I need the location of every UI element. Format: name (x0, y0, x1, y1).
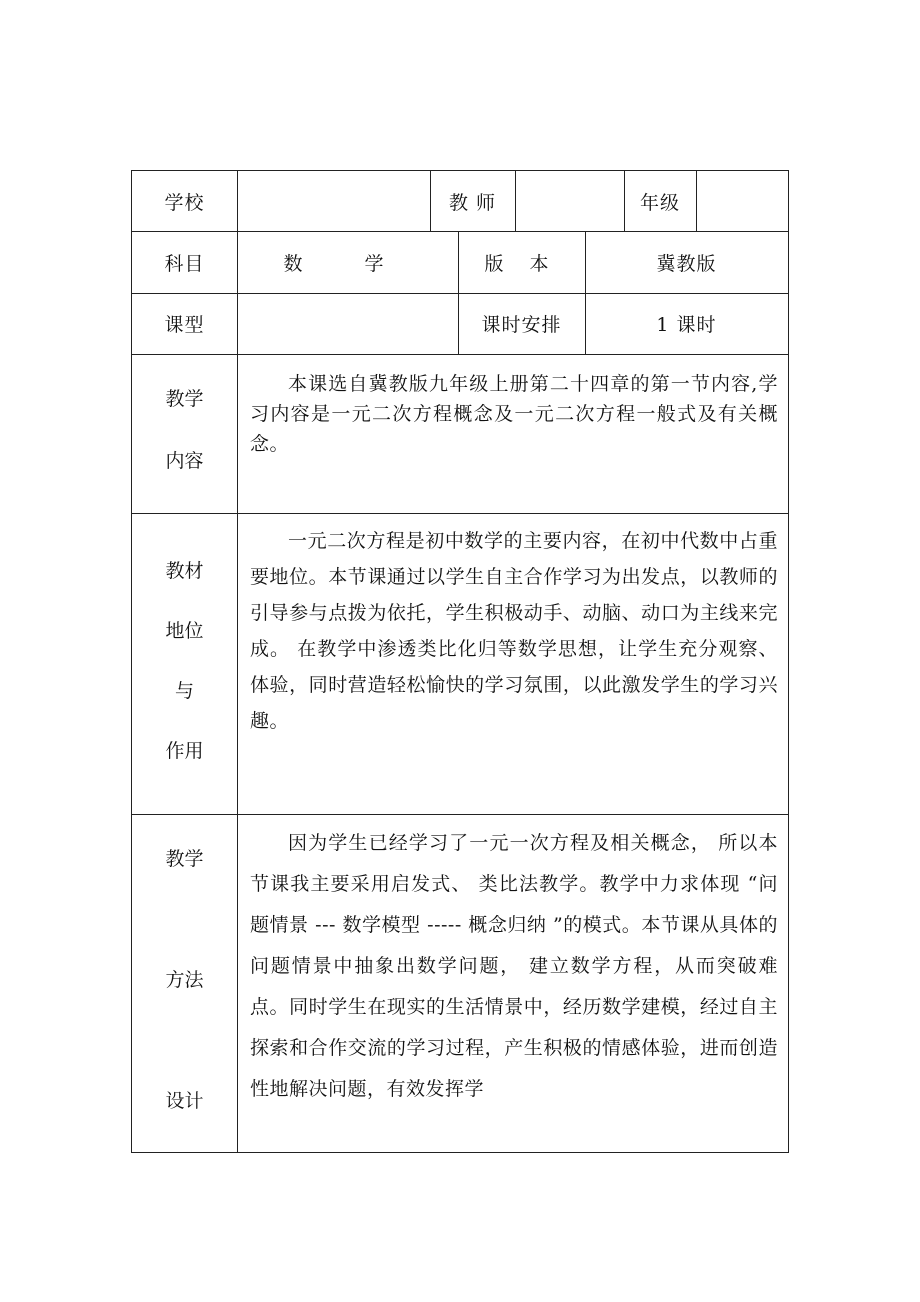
content-label-1: 教学 (165, 388, 204, 410)
row-divider (132, 354, 788, 355)
row-divider (132, 513, 788, 514)
content-paragraph (250, 369, 778, 459)
school-field[interactable] (237, 171, 430, 231)
teacher-field[interactable] (515, 171, 624, 231)
method-label-1: 教学 (165, 848, 204, 870)
method-text: 因为学生已经学习了一元一次方程及相关概念， 所以本节课我主要采用启发式、 类比法教学。教学中力求体现 “问题情景 --- 数学模型 ----- 概念归纳 ”的模式。本节课从具体的问题情景中抽象出数学问题， 建立数学方程，从而突破难点。同时学生在现实的生活情景中，经历数学建模，经过自主探索和合作交流的学习过程，产生积极的情感体验，进而创造性地解决问题，有效发挥学 (250, 832, 778, 1100)
position-label-2: 地位 (165, 620, 204, 642)
content-label-2: 内容 (165, 450, 204, 472)
position-paragraph (250, 523, 778, 739)
subject-label: 科目 (164, 252, 205, 275)
subject-value: 数 学 (283, 252, 412, 275)
lesson-type-field[interactable] (237, 293, 458, 354)
teacher-label: 教 师 (448, 191, 497, 214)
position-label-3: 与 (174, 680, 194, 702)
lesson-type-label: 课型 (164, 314, 205, 336)
grade-label: 年级 (639, 191, 680, 214)
school-label: 学校 (164, 191, 205, 214)
schedule-label: 课时安排 (481, 314, 562, 336)
row-divider (132, 814, 788, 815)
method-label-3: 设计 (165, 1090, 204, 1112)
position-label-1: 教材 (165, 560, 204, 582)
content-text: 本课选自冀教版九年级上册第二十四章的第一节内容,学习内容是一元二次方程概念及一元二次方程一般式及有关概念。 (250, 373, 778, 455)
position-label-4: 作用 (165, 740, 204, 762)
schedule-value: 1 课时 (656, 314, 717, 336)
method-paragraph (250, 823, 778, 1110)
method-label-2: 方法 (165, 969, 204, 991)
edition-label: 版 本 (484, 252, 559, 275)
edition-value: 冀教版 (656, 252, 717, 275)
lesson-plan-table (131, 170, 789, 1153)
position-text: 一元二次方程是初中数学的主要内容，在初中代数中占重要地位。本节课通过以学生自主合作学习为出发点，以教师的引导参与点拨为依托，学生积极动手、动脑、动口为主线来完成。 在教学中渗透类比化归等数学思想，让学生充分观察、体验，同时营造轻松愉快的学习氛围，以此激发学生的学习兴趣。 (250, 530, 778, 732)
grade-field[interactable] (696, 171, 788, 231)
